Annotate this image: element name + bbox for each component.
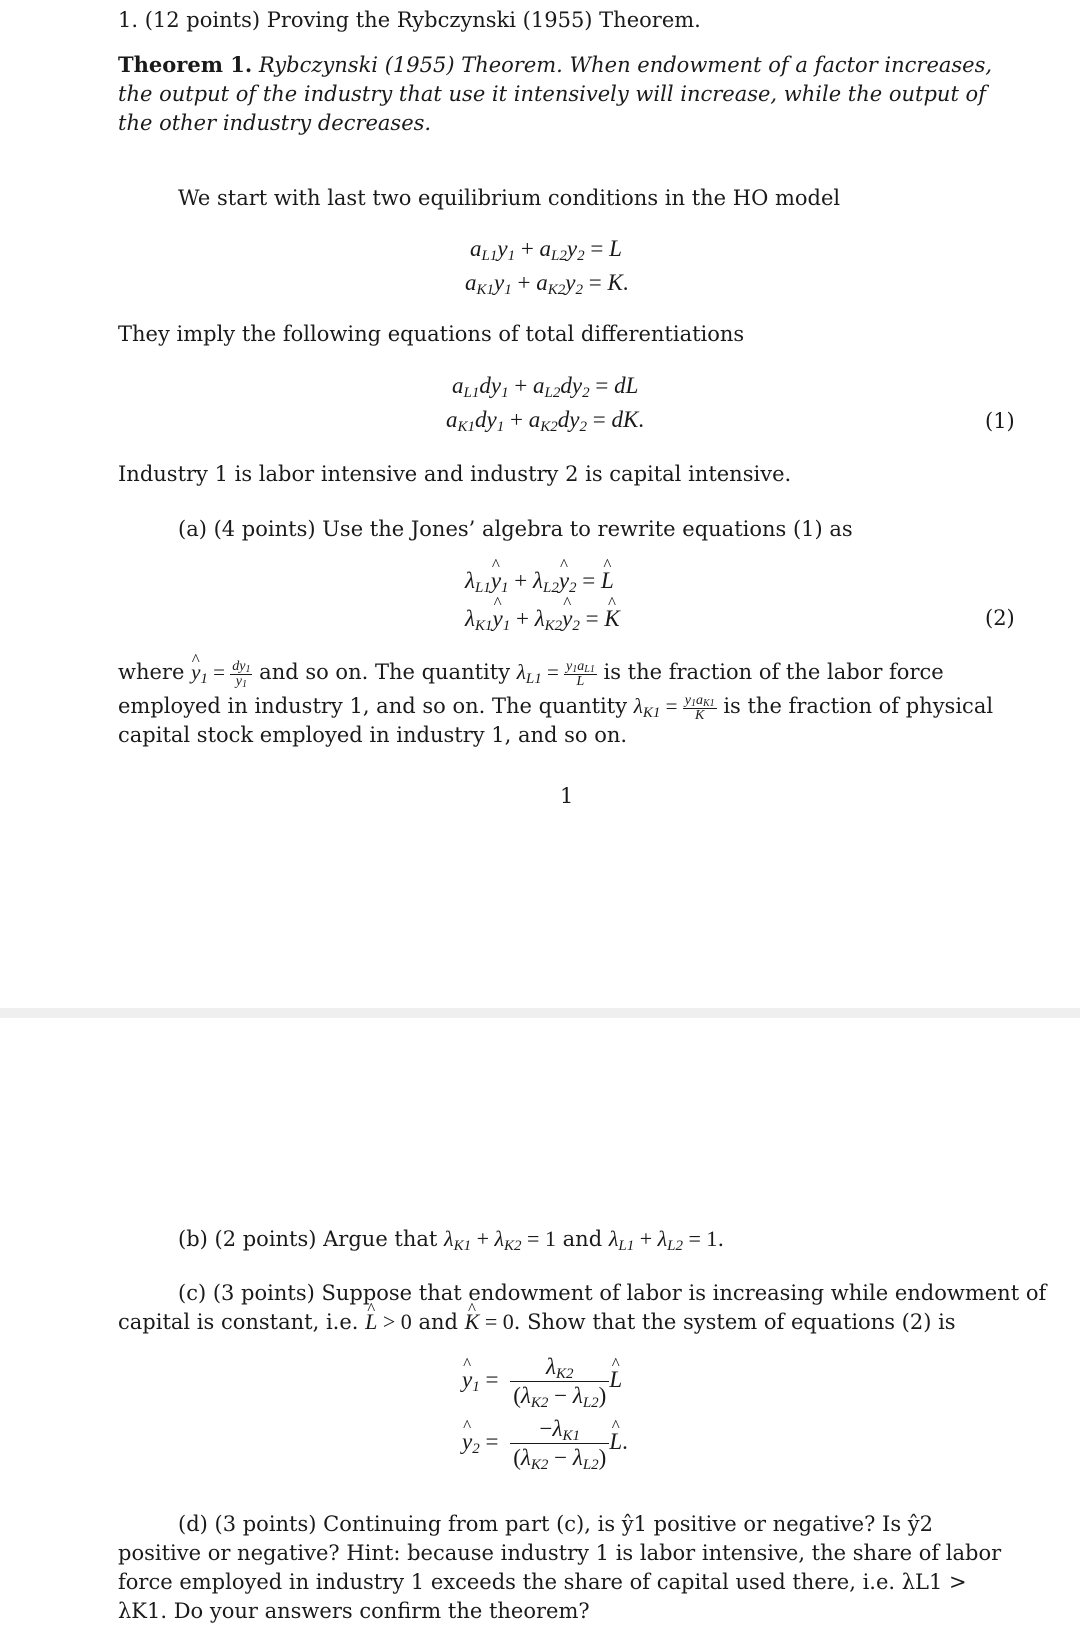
intro-start-text: We start with last two equilibrium conditions in the HO model: [178, 186, 841, 210]
part-c-line-1: (c) (3 points) Suppose that endowment of labor is increasing while endowment of: [178, 1281, 1047, 1305]
theorem-body: Rybczynski (1955) Theorem. When endowment of a factor increases, the output of the industry that use it intensively will increase, while the output of the other industry decreases.: [118, 53, 993, 135]
theorem-label: Theorem 1.: [118, 52, 253, 77]
part-a-definition-line-2: employed in industry 1, and so on. The quantity $\lambda_{K1}$ = $\frac{y_1a_{K1}}{K}$ is the fraction of physical: [118, 692, 994, 723]
jones-eq-labor: $\lambda_{L1}\^{}$ $y_1$ + $\lambda_{L2}\^{}$ $y_2$ = ^ L: [465, 568, 614, 594]
page-separator: [0, 1008, 1080, 1018]
part-d-text: (d) (3 points) Continuing from part (c), is ŷ1 positive or negative? Is ŷ2 positive or negative? Hint: because industry 1 is labor intensive, the share of labor force employed in industry 1 exceeds the share of capital used there, i.e. λL1 > λK1. Do your answers confirm the theorem?: [118, 1512, 1002, 1623]
part-c-line-2: capital is constant, i.e. ^ L > 0 and ^ K = 0. Show that the system of equations (2) is: [118, 1307, 956, 1337]
differential-eq-labor: $a_{L1}dy_1 + a_{L2}dy_2$ = dL: [452, 373, 639, 401]
part-a-definition-line-1: where ^ $y_1$ = $\frac{dy_1}{y_1}$ and so on. The quantity $\lambda_{L1}$ = $\frac{y_1a_{L1}}{L}$ is the fraction of the labor force: [118, 658, 944, 689]
differential-eq-capital: $a_{K1}dy_1 + a_{K2}dy_2$ = dK.: [446, 407, 645, 435]
part-a-definition-line-3: capital stock employed in industry 1, and so on.: [118, 723, 628, 747]
page-number: 1: [560, 784, 574, 808]
theorem-block: [118, 50, 1016, 138]
page-2: [0, 1018, 1080, 1650]
equation-number-1: (1): [985, 409, 1015, 433]
part-a-text: (a) (4 points) Use the Jones’ algebra to rewrite equations (1) as: [178, 517, 853, 541]
equilibrium-eq-labor: $a_{L1}y_1 + a_{L2}y_2 = L$: [470, 236, 622, 264]
jones-eq-capital: $\lambda_{K1}\^{}$ $y_1$ + $\lambda_{K2}\^{}$ $y_2$ = ^ K: [465, 606, 620, 632]
equation-number-2: (2): [985, 606, 1015, 630]
solution-eq-y1: ^ $y_1$ = $\frac{\lambda_{K2}}{(\lambda_{K2} - \lambda_{L2})}$ ^ L: [462, 1354, 622, 1409]
industry-text: Industry 1 is labor intensive and industry 2 is capital intensive.: [118, 462, 792, 486]
equilibrium-eq-capital: $a_{K1}y_1 + a_{K2}y_2 = K$.: [465, 270, 629, 298]
part-b-text: (b) (2 points) Argue that $\lambda_{K1} + \lambda_{K2} = 1$ and $\lambda_{L1} + \lambda_{L2} = 1$.: [178, 1226, 725, 1254]
problem-header: 1. (12 points) Proving the Rybczynski (1955) Theorem.: [118, 8, 701, 32]
solution-eq-y2: ^ $y_2$ = $\frac{-\lambda_{K1}}{(\lambda_{K2} - \lambda_{L2})}$ ^ L.: [462, 1416, 628, 1471]
imply-text: They imply the following equations of total differentiations: [118, 322, 745, 346]
